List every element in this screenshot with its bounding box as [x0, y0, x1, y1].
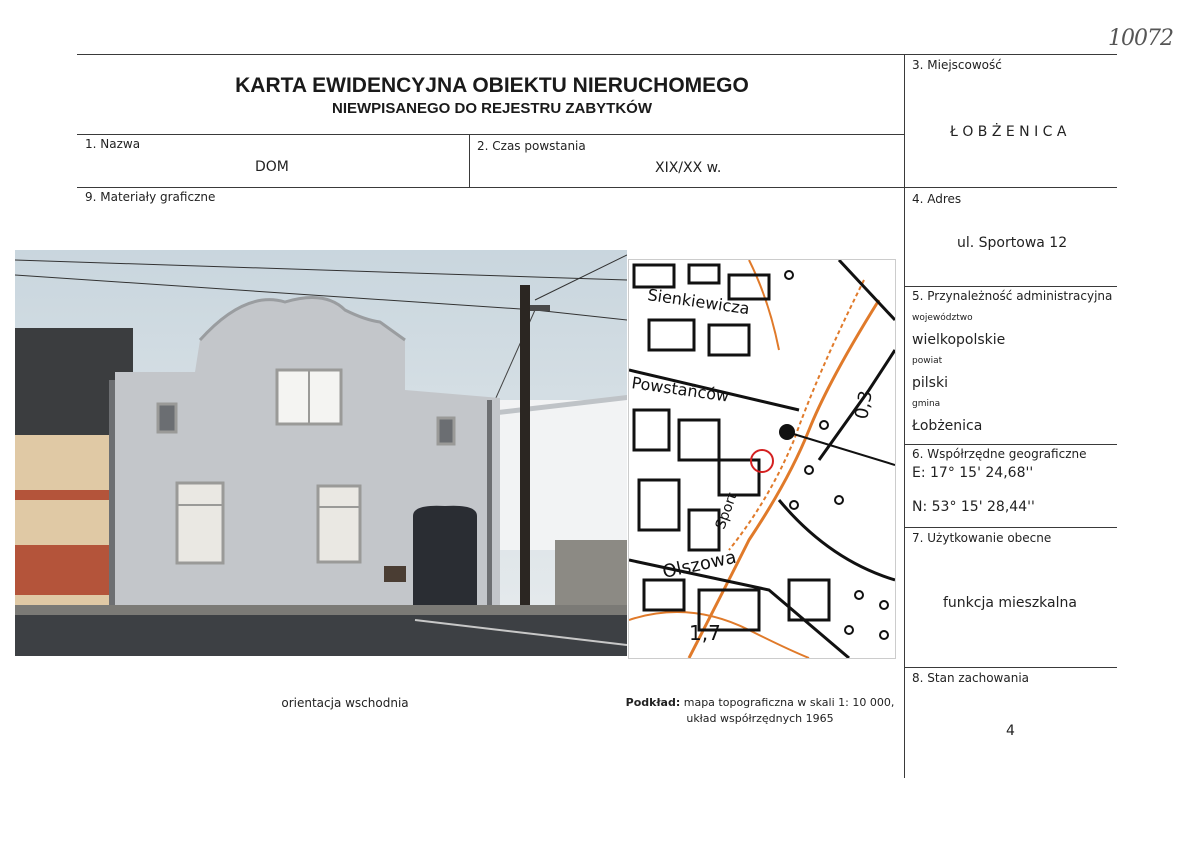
adres-bottom-rule [904, 286, 1117, 287]
wojewodztwo-value: wielkopolskie [912, 332, 1006, 348]
przynaleznosc-label: 5. Przynależność administracyjna [912, 289, 1113, 303]
uzytkowanie-value: funkcja mieszkalna [943, 595, 1077, 611]
map-caption-line2: układ współrzędnych 1965 [686, 712, 834, 725]
title-bottom-rule [77, 134, 905, 135]
topographic-map-drawing [629, 260, 895, 658]
gmina-label: gmina [912, 399, 941, 409]
map-caption-line1 [610, 696, 910, 709]
card-title: KARTA EWIDENCYJNA OBIEKTU NIERUCHOMEGO [235, 74, 749, 97]
card-subtitle: NIEWPISANEGO DO REJESTRU ZABYTKÓW [331, 100, 653, 117]
nazwa-value: DOM [255, 159, 289, 175]
map-label-number: 0,3 [851, 389, 877, 421]
gmina-value: Łobżenica [912, 418, 983, 434]
nazwa-label: 1. Nazwa [85, 137, 141, 151]
stan-label: 8. Stan zachowania [912, 671, 1030, 685]
adres-value: ul. Sportowa 12 [957, 235, 1068, 251]
map-label-sportowa: Sport [712, 490, 741, 532]
adres-label: 4. Adres [912, 192, 962, 206]
handwritten-inventory-number: 10072 [1108, 26, 1173, 51]
powiat-label: powiat [912, 356, 943, 366]
stan-value: 4 [1006, 723, 1015, 739]
materialy-label: 9. Materiały graficzne [85, 190, 216, 204]
czas-value: XIX/XX w. [655, 160, 722, 176]
map-label-sienkiewicza: Sienkiewicza [646, 285, 751, 319]
powiat-value: pilski [912, 375, 948, 391]
wspolrzedne-n: N: 53° 15' 28,44'' [912, 499, 1035, 515]
map-label-powstancow: Powstańców [630, 373, 731, 406]
building-photo-drawing [15, 250, 627, 656]
wojewodztwo-label: województwo [912, 313, 973, 323]
wspolrzedne-e: E: 17° 15' 24,68'' [912, 465, 1034, 481]
name-row-bottom-rule [77, 187, 1117, 188]
wspolrzedne-label: 6. Współrzędne geograficzne [912, 447, 1087, 461]
map-caption-scale: mapa topograficzna w skali 1: 10 000, [680, 696, 895, 709]
top-rule [77, 54, 1117, 55]
map-label-olszowa: Olszowa [660, 546, 739, 583]
building-photo [15, 250, 627, 656]
right-column-divider [904, 54, 905, 778]
name-divider [469, 134, 470, 188]
uzytkowanie-label: 7. Użytkowanie obecne [912, 531, 1052, 545]
uzytkowanie-bottom-rule [904, 667, 1117, 668]
map-caption-prefix: Podkład: [625, 696, 681, 709]
photo-caption: orientacja wschodnia [281, 696, 409, 710]
wspolrzedne-bottom-rule [904, 527, 1117, 528]
miejscowosc-value: Ł O B Ż E N I C A [950, 124, 1067, 140]
miejscowosc-label: 3. Miejscowość [912, 58, 1002, 72]
przynaleznosc-bottom-rule [904, 444, 1117, 445]
czas-label: 2. Czas powstania [477, 139, 586, 153]
topographic-map [628, 259, 896, 659]
map-label-spot: 1,7 [689, 621, 721, 645]
